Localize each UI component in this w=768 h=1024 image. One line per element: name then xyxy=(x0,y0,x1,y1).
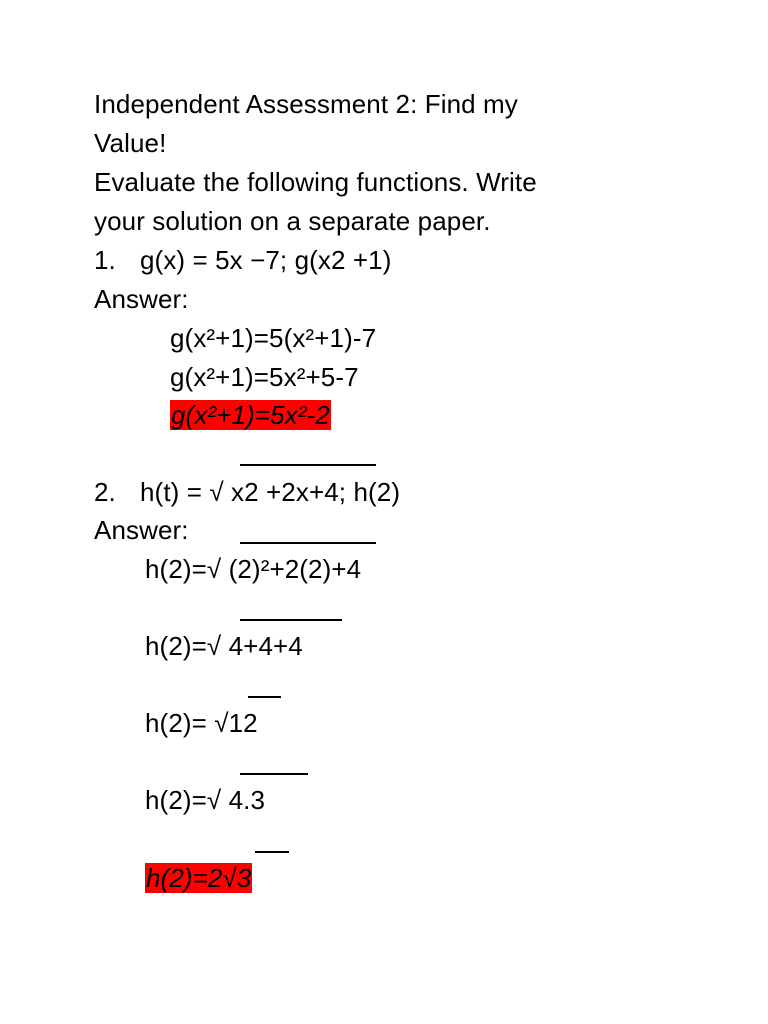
problem-1-step-1: g(x²+1)=5(x²+1)-7 xyxy=(170,323,377,353)
step-4-radical-overbar xyxy=(240,773,308,775)
problem-2-step-2: h(2)=√ 4+4+4 xyxy=(145,631,303,661)
problem-2-radical-overbar xyxy=(240,464,376,466)
step-2-radical-overbar xyxy=(240,619,342,621)
final-radical-overbar xyxy=(255,851,289,853)
step-3-radical-overbar xyxy=(248,696,281,698)
title-line-1: Independent Assessment 2: Find my xyxy=(94,89,518,119)
problem-1-step-2: g(x²+1)=5x²+5-7 xyxy=(170,362,359,392)
problem-2-final-answer xyxy=(145,862,252,894)
title-line-2: Value! xyxy=(94,128,167,158)
problem-1-answer-label: Answer: xyxy=(94,284,189,314)
problem-2-step-4: h(2)=√ 4.3 xyxy=(145,785,266,815)
problem-1-final-answer-highlight: g(x²+1)=5x²-2 xyxy=(171,400,330,430)
problem-1-text: g(x) = 5x −7; g(x2 +1) xyxy=(140,245,392,275)
problem-1-statement xyxy=(94,244,392,276)
problem-2-step-3: h(2)= √12 xyxy=(145,708,258,738)
problem-2-statement xyxy=(94,476,400,508)
problem-2-number: 2. xyxy=(94,477,116,507)
problem-2-answer-label: Answer: xyxy=(94,515,189,545)
problem-2-final-answer-highlight: h(2)=2√3 xyxy=(146,863,252,893)
instructions-line-1: Evaluate the following functions. Write xyxy=(94,167,537,197)
problem-1-final-answer xyxy=(170,399,331,431)
problem-1-number: 1. xyxy=(94,245,116,275)
step-1-radical-overbar xyxy=(240,542,376,544)
instructions-line-2: your solution on a separate paper. xyxy=(94,206,491,236)
problem-2-step-1: h(2)=√ (2)²+2(2)+4 xyxy=(145,554,362,584)
problem-2-text: h(t) = √ x2 +2x+4; h(2) xyxy=(140,477,401,507)
